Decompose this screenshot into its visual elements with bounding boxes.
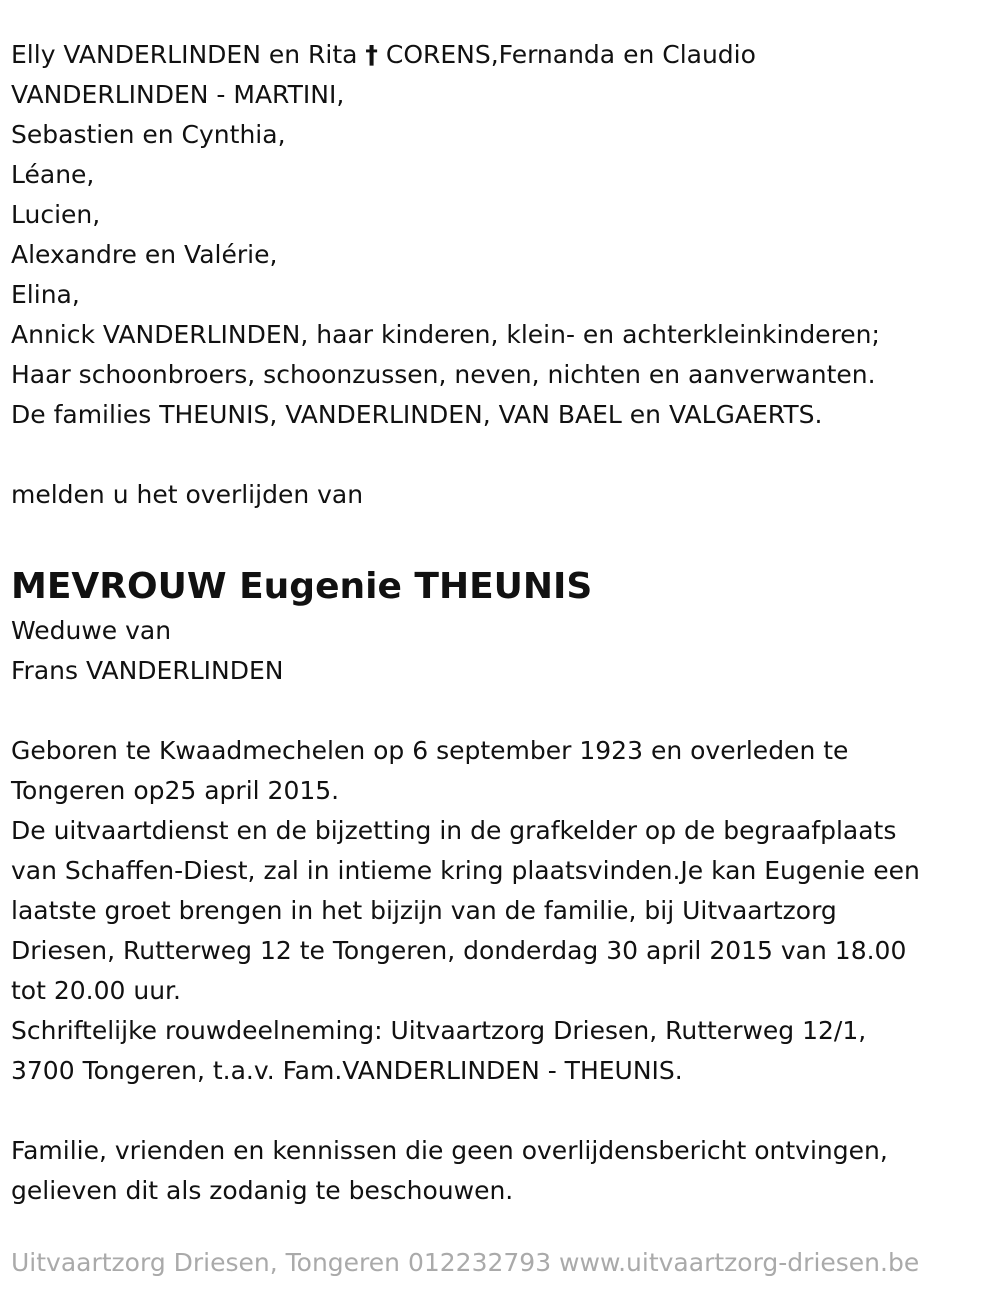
spouse-name: Frans VANDERLINDEN [11,656,284,685]
detail-line: tot 20.00 uur. [11,976,181,1005]
family-line: Alexandre en Valérie, [11,240,278,269]
detail-line: 3700 Tongeren, t.a.v. Fam.VANDERLINDEN - THEUNIS. [11,1056,683,1085]
spacer [11,1091,986,1131]
obituary-notice [11,35,986,1211]
detail-line: Schriftelijke rouwdeelneming: Uitvaartzorg Driesen, Rutterweg 12/1, [11,1016,867,1045]
family-line: Lucien, [11,200,101,229]
spacer [11,691,986,731]
spacer [11,515,986,555]
family-line: Léane, [11,160,95,189]
detail-line: Geboren te Kwaadmechelen op 6 september 1923 en overleden te [11,736,849,765]
deceased-name: MEVROUW Eugenie THEUNIS [11,566,593,607]
widow-label: Weduwe van [11,616,172,645]
announcement-text: melden u het overlijden van [11,480,364,509]
family-line-1 [11,35,986,75]
closing-line: gelieven dit als zodanig te beschouwen. [11,1176,514,1205]
family-line: Annick VANDERLINDEN, haar kinderen, klein- en achterkleinkinderen; [11,320,880,349]
family-line-1-start: Elly VANDERLINDEN en Rita [11,40,366,69]
spacer [11,435,986,475]
closing-line: Familie, vrienden en kennissen die geen overlijdensbericht ontvingen, [11,1136,888,1165]
family-line: VANDERLINDEN - MARTINI, [11,80,345,109]
detail-line: Tongeren op25 april 2015. [11,776,340,805]
cross-icon: † [365,40,378,69]
family-line-1-end: CORENS,Fernanda en Claudio [377,40,756,69]
family-line: Sebastien en Cynthia, [11,120,286,149]
family-line: Haar schoonbroers, schoonzussen, neven, nichten en aanverwanten. [11,360,876,389]
detail-line: laatste groet brengen in het bijzijn van de familie, bij Uitvaartzorg [11,896,837,925]
detail-line: De uitvaartdienst en de bijzetting in de grafkelder op de begraafplaats [11,816,897,845]
detail-line: van Schaffen-Diest, zal in intieme kring plaatsvinden.Je kan Eugenie een [11,856,920,885]
family-line: Elina, [11,280,80,309]
detail-line: Driesen, Rutterweg 12 te Tongeren, donderdag 30 april 2015 van 18.00 [11,936,907,965]
funeral-home-footer: Uitvaartzorg Driesen, Tongeren 012232793 www.uitvaartzorg-driesen.be [11,1248,920,1277]
family-line: De families THEUNIS, VANDERLINDEN, VAN BAEL en VALGAERTS. [11,400,823,429]
